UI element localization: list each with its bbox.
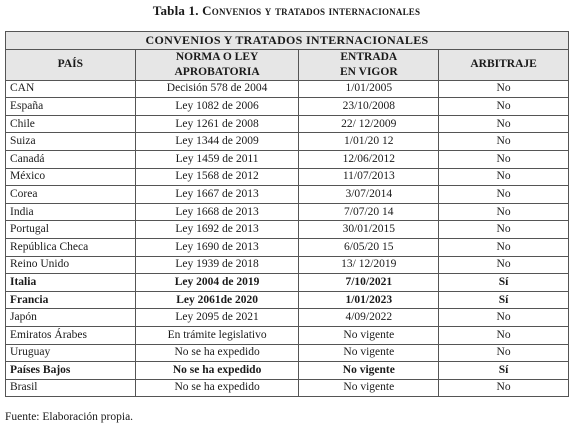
source-note: Fuente: Elaboración propia.	[5, 411, 134, 423]
cell-norma: Ley 1261 de 2008	[135, 115, 299, 133]
table-row	[6, 150, 569, 168]
cell-arbitraje: Sí	[439, 362, 569, 380]
cell-arbitraje: No	[439, 150, 569, 168]
cell-arbitraje: No	[439, 238, 569, 256]
header-entrada: ENTRADA EN VIGOR	[299, 49, 439, 80]
cell-arbitraje: No	[439, 256, 569, 274]
table-row	[6, 80, 569, 98]
cell-arbitraje: No	[439, 133, 569, 151]
table-row	[6, 309, 569, 327]
cell-arbitraje: No	[439, 379, 569, 397]
table-row	[6, 98, 569, 116]
cell-entrada: No vigente	[299, 362, 439, 380]
cell-arbitraje: No	[439, 186, 569, 204]
cell-entrada: No vigente	[299, 344, 439, 362]
cell-norma: Ley 1667 de 2013	[135, 186, 299, 204]
cell-arbitraje: Sí	[439, 274, 569, 292]
cell-entrada: 11/07/2013	[299, 168, 439, 186]
cell-entrada: 13/ 12/2019	[299, 256, 439, 274]
table-row	[6, 379, 569, 397]
cell-norma: Ley 1344 de 2009	[135, 133, 299, 151]
cell-norma: Ley 2061de 2020	[135, 291, 299, 309]
cell-entrada: 12/06/2012	[299, 150, 439, 168]
cell-pais: España	[6, 98, 136, 116]
cell-pais: Reino Unido	[6, 256, 136, 274]
caption-text: Convenios y tratados internacionales	[202, 3, 421, 18]
table-row	[6, 291, 569, 309]
cell-pais: República Checa	[6, 238, 136, 256]
cell-norma: Ley 1668 de 2013	[135, 203, 299, 221]
cell-norma: No se ha expedido	[135, 362, 299, 380]
cell-norma: Decisión 578 de 2004	[135, 80, 299, 98]
cell-pais: Canadá	[6, 150, 136, 168]
cell-entrada: No vigente	[299, 379, 439, 397]
table-caption	[0, 3, 573, 19]
cell-arbitraje: No	[439, 344, 569, 362]
cell-pais: Portugal	[6, 221, 136, 239]
cell-entrada: 30/01/2015	[299, 221, 439, 239]
cell-norma: Ley 1690 de 2013	[135, 238, 299, 256]
table-row	[6, 326, 569, 344]
cell-norma: Ley 1082 de 2006	[135, 98, 299, 116]
cell-pais: India	[6, 203, 136, 221]
cell-pais: México	[6, 168, 136, 186]
cell-pais: Corea	[6, 186, 136, 204]
cell-norma: No se ha expedido	[135, 379, 299, 397]
table-banner: CONVENIOS Y TRATADOS INTERNACIONALES	[6, 32, 569, 50]
cell-pais: Brasil	[6, 379, 136, 397]
table-row	[6, 238, 569, 256]
cell-norma: Ley 2095 de 2021	[135, 309, 299, 327]
cell-norma: Ley 1939 de 2018	[135, 256, 299, 274]
caption-label: Tabla 1.	[152, 3, 199, 18]
cell-entrada: 1/01/2005	[299, 80, 439, 98]
cell-pais: Chile	[6, 115, 136, 133]
table-row	[6, 221, 569, 239]
cell-arbitraje: No	[439, 203, 569, 221]
cell-pais: Japón	[6, 309, 136, 327]
cell-arbitraje: No	[439, 115, 569, 133]
cell-arbitraje: No	[439, 168, 569, 186]
cell-entrada: 1/01/2023	[299, 291, 439, 309]
table-row	[6, 133, 569, 151]
cell-entrada: 4/09/2022	[299, 309, 439, 327]
cell-entrada: 1/01/20 12	[299, 133, 439, 151]
cell-entrada: 6/05/20 15	[299, 238, 439, 256]
cell-norma: No se ha expedido	[135, 344, 299, 362]
cell-entrada: 23/10/2008	[299, 98, 439, 116]
cell-pais: Países Bajos	[6, 362, 136, 380]
cell-entrada: 22/ 12/2009	[299, 115, 439, 133]
cell-pais: Uruguay	[6, 344, 136, 362]
table-row	[6, 115, 569, 133]
table-row	[6, 168, 569, 186]
cell-arbitraje: No	[439, 326, 569, 344]
cell-norma: Ley 1459 de 2011	[135, 150, 299, 168]
cell-pais: Emiratos Árabes	[6, 326, 136, 344]
cell-pais: Francia	[6, 291, 136, 309]
cell-norma: Ley 1568 de 2012	[135, 168, 299, 186]
table-row	[6, 362, 569, 380]
table-row	[6, 186, 569, 204]
cell-arbitraje: No	[439, 98, 569, 116]
table-row	[6, 203, 569, 221]
table-row	[6, 344, 569, 362]
cell-arbitraje: Sí	[439, 291, 569, 309]
header-row	[6, 49, 569, 80]
cell-entrada: 7/07/20 14	[299, 203, 439, 221]
header-pais: PAÍS	[6, 49, 136, 80]
cell-pais: Suiza	[6, 133, 136, 151]
table-body	[6, 80, 569, 397]
cell-entrada: 7/10/2021	[299, 274, 439, 292]
treaties-table	[5, 31, 569, 397]
cell-arbitraje: No	[439, 309, 569, 327]
cell-entrada: No vigente	[299, 326, 439, 344]
cell-norma: Ley 1692 de 2013	[135, 221, 299, 239]
header-norma: NORMA O LEY APROBATORIA	[135, 49, 299, 80]
table-row	[6, 274, 569, 292]
header-arbitraje: ARBITRAJE	[439, 49, 569, 80]
cell-pais: Italia	[6, 274, 136, 292]
cell-norma: Ley 2004 de 2019	[135, 274, 299, 292]
cell-arbitraje: No	[439, 221, 569, 239]
cell-pais: CAN	[6, 80, 136, 98]
cell-norma: En trámite legislativo	[135, 326, 299, 344]
cell-arbitraje: No	[439, 80, 569, 98]
table-row	[6, 256, 569, 274]
cell-entrada: 3/07/2014	[299, 186, 439, 204]
